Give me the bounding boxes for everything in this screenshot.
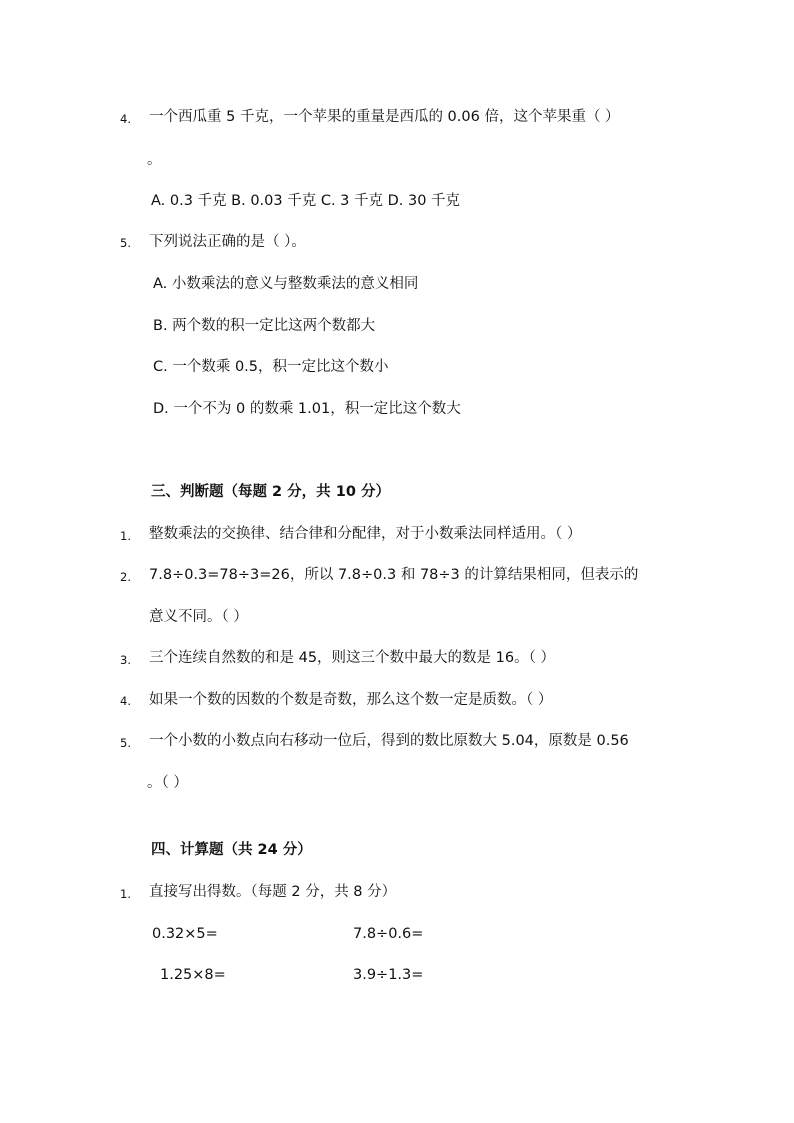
question-number: 4. [120,112,131,126]
question-text: 整数乘法的交换律、结合律和分配律，对于小数乘法同样适用。（ ） [149,526,582,542]
option-c: C. 一个数乘 0.5，积一定比这个数小 [153,359,389,375]
calc-expression: 7.8÷0.6= [353,926,424,942]
option-a: A. 小数乘法的意义与整数乘法的意义相同 [153,276,419,292]
question-text: 一个小数的小数点向右移动一位后，得到的数比原数大 5.04，原数是 0.56 [149,733,629,749]
question-stem: 一个西瓜重 5 千克，一个苹果的重量是西瓜的 0.06 倍，这个苹果重（ ） [149,109,620,125]
option-d: D. 一个不为 0 的数乘 1.01，积一定比这个数大 [153,401,461,417]
section-title: 四、计算题（共 24 分） [151,842,312,858]
calc-expression: 3.9÷1.3= [353,967,424,983]
question-number: 1. [120,529,131,543]
question-text-cont: 意义不同。（ ） [149,609,248,625]
question-text: 如果一个数的因数的个数是奇数，那么这个数一定是质数。（ ） [149,692,553,708]
option-b: B. 两个数的积一定比这两个数都大 [153,318,376,334]
question-text: 7.8÷0.3=78÷3=26，所以 7.8÷0.3 和 78÷3 的计算结果相同，但表示的 [149,567,639,583]
question-stem-tail: 。 [147,152,162,168]
question-number: 1. [120,887,131,901]
question-options: A. 0.3 千克 B. 0.03 千克 C. 3 千克 D. 30 千克 [151,193,461,209]
question-text: 直接写出得数。（每题 2 分，共 8 分） [149,884,397,900]
question-text: 三个连续自然数的和是 45，则这三个数中最大的数是 16。（ ） [149,650,555,666]
question-text-cont: 。（ ） [147,775,188,791]
calc-expression: 1.25×8= [160,967,226,983]
question-number: 5. [120,736,131,750]
calc-expression: 0.32×5= [152,926,218,942]
question-number: 5. [120,236,131,250]
question-number: 2. [120,570,131,584]
question-number: 3. [120,653,131,667]
question-stem: 下列说法正确的是（ ）。 [149,234,306,250]
section-title: 三、判断题（每题 2 分，共 10 分） [151,484,390,500]
question-number: 4. [120,694,131,708]
